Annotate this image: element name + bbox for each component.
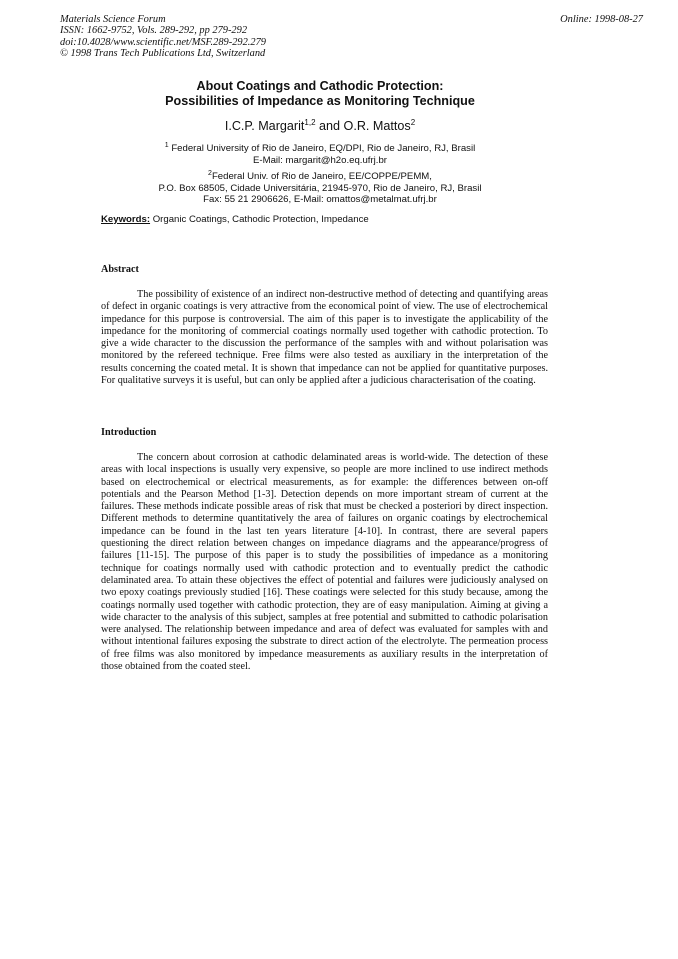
affiliation-1 [0,140,640,166]
journal-name: Materials Science Forum [60,14,166,25]
copyright-line: © 1998 Trans Tech Publications Ltd, Switzerland [60,48,266,60]
affiliation-1-email: E-Mail: margarit@h2o.eq.ufrj.br [253,154,387,166]
author-connector: and [315,119,344,134]
abstract-heading: Abstract [101,264,139,275]
paper-title-line2: Possibilities of Impedance as Monitoring Technique [165,94,475,108]
affiliation-1-mark: 1 [164,142,169,149]
keywords-text: Organic Coatings, Cathodic Protection, Impedance [152,214,369,225]
introduction-body: The concern about corrosion at cathodic delaminated areas is world-wide. The detection of these areas with local inspections is usually very expensive, so people are more inclined to use indirect methods based on electrochemical or electrical measurements, as for example: the differences between on-off potentials and the Pearson Method [1-3]. Detection depends on more important stream of current at the failures. These methods indicate possible areas of risk that must be checked a posteriori by direct inspection. Different methods to determine quantitatively the area of failures on organic coatings by electrochemical impedance can be found in the last ten years literature [4-10]. In contrast, there are several papers questioning the direct relation between changes on impedance diagrams and the appearance/progress of failures [11-15]. The purpose of this paper is to study the possibilities of impedance as a monitoring technique for coatings normally used with cathodic protection and to eventually predict the cathodic delaminated area. To attain these objectives the effect of potential and failures were judiciously analysed on two epoxy coatings previously studied [16]. These coatings were selected for this study because, among the coatings normally used together with cathodic protection, they are of easy manipulation. Aiming at giving a wide character to the analysis of this subject, samples at free potential and submitted to cathodic polarisation were analysed. The relationship between impedance and area of defect was evaluated for samples with and without intentional failures exposing the substrate to direct action of the electrolyte. The permeation process of free films was also monitored by impedance measurements as auxiliary results in the interpretation of those obtained from the coated steel. [101,452,548,673]
author-list [0,118,640,133]
author-2-affiliation-mark: 2 [410,118,416,127]
journal-meta [60,14,266,60]
abstract-body: The possibility of existence of an indirect non-destructive method of detecting and quantifying areas of defect in organic coatings is very attractive from the economical point of view. The use of electrochemical impedance for this purpose is controversial. The aim of this paper is to investigate the applicability of the impedance for the monitoring of commercial coatings normally used together with cathodic protection. To give a wide character to the discussion the performance of the samples with and without polarisation was monitored by the refereed technique. Free films were also tested as auxiliary in the interpretation of the results concerning the coated metal. It is shown that impedance can not be applied for quantitative purposes. For qualitative surveys it is useful, but can only be applied after a judicious characterisation of the coating. [101,289,548,387]
affiliation-1-address: Federal University of Rio de Janeiro, EQ/DPI, Rio de Janeiro, RJ, Brasil [171,143,476,155]
doi-line: doi:10.4028/www.scientific.net/MSF.289-292.279 [60,36,266,48]
keywords-label: Keywords: [101,214,151,225]
paper-title-line1: About Coatings and Cathodic Protection: [196,79,444,93]
affiliation-2-institution: Federal Univ. of Rio de Janeiro, EE/COPPE/PEMM, [211,171,432,183]
author-2: O.R. Mattos [343,119,411,134]
affiliation-2 [0,168,640,206]
affiliation-2-contact: Fax: 55 21 2906626, E-Mail: omattos@metalmat.ufrj.br [203,194,437,206]
author-1-affiliation-mark: 1,2 [304,118,316,127]
keywords [101,214,369,225]
introduction-heading: Introduction [101,427,157,438]
issn-line: ISSN: 1662-9752, Vols. 289-292, pp 279-292 [60,25,248,37]
online-date: Online: 1998-08-27 [560,14,643,25]
affiliation-2-mark: 2 [208,170,212,177]
author-1: I.C.P. Margarit [224,119,305,134]
affiliation-2-address: P.O. Box 68505, Cidade Universitária, 21945-970, Rio de Janeiro, RJ, Brasil [158,182,482,194]
